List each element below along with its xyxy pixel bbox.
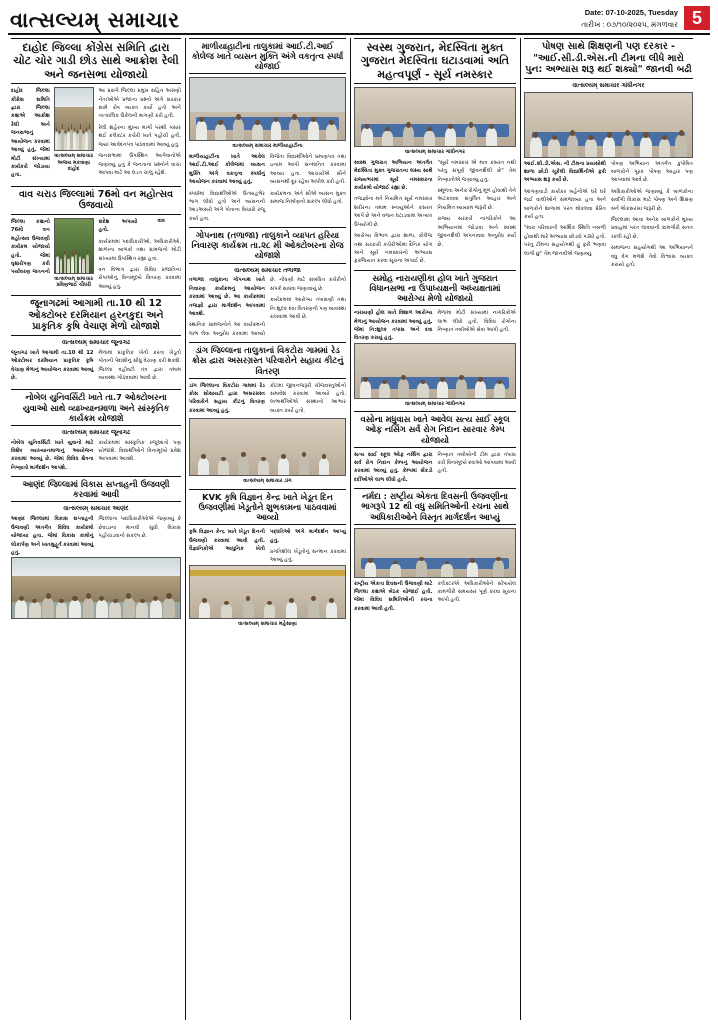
story-body (354, 309, 516, 343)
photo-caption: વાત્સલ્યમ્ સમાચાર પ્રવિણભાઈ ચૌધરી વાવ (54, 217, 165, 289)
story-swasth-gujarat-surya-namaskar (354, 38, 516, 266)
story-vaso-sai-nursing-camp (354, 411, 516, 484)
story-body (354, 580, 516, 614)
paragraph: "મારા પરિવારની આર્થિક સ્થિતિ નબળી હોવાથી મારે અભ્યાસ છોડવો પડ્યો હતો. પરંતુ ટીમના સહયોગથી હું ફરી ભણવા લાગી છું" તેમ જાનવીએ જણાવ્યું. (524, 225, 606, 257)
paragraph: જૂનાગઢ ખાતે આગામી તા.10 થી 12 ઓક્ટોબર દરમિયાન પ્રાકૃતિક કૃષિ વેચાણ મેળાનું આયોજન કરવામાં આવ્યું છે. (11, 349, 94, 381)
paragraph: માળીયાહાટીના ખાતે આવેલ આઈ.ટી.આઈ કોલેજમાં વ્યસન મુક્તિ અંગે વકતૃત્વ સ્પર્ધાનું આયોજન કરવામાં આવ્યું હતું. (189, 153, 265, 186)
photo-caption: વાત્સલ્યમ્ સમાચાર માળીયાહાટીના (232, 143, 303, 150)
photo-caption: વાત્સલ્યમ્ સમાચાર અજય મકવાણા દાહોદ (54, 153, 94, 173)
headline: આણંદ જિલ્લામાં વિકાસ સપ્તાહની ઉજવણી કરવામાં આવી (11, 476, 181, 502)
column-2 (186, 38, 349, 1020)
photo (189, 565, 346, 619)
crowd-figures (190, 591, 345, 618)
headline: દાહોદ જિલ્લા કોંગ્રેસ સમિતિ દ્વારા ચોટ ચોર ગાડી છોડ સાથે આક્રોશ રેલી અને જનસભા યોજાયો (11, 38, 181, 84)
byline: વાત્સલ્યમ્ સમાચાર જૂનાગઢ (62, 428, 130, 436)
headline: સમોહ નારાયણીકા હોલ ખાતે ગુજરાત વિધાનસભા ના ઉપાધ્યક્ષની અધ્યક્ષતામાં આરોગ્ય મેળો યોજાયો (354, 270, 516, 306)
story-body (11, 218, 181, 291)
crowd-figures (355, 552, 515, 577)
story-dahod-congress-rally (11, 38, 181, 182)
headline: ડાંગ જિલ્લાના તાલુકાનાં વિકટોરા ગામમાં રેડ ક્રોસ દ્વારા અસરગ્રસ્ત પરિવારોને સહાય કીટનું વિતરણ (189, 342, 346, 378)
story-body (354, 159, 516, 266)
story-body (189, 153, 346, 223)
paragraph: જિલ્લાના પદાધિકારીઓએ જણાવ્યું કે છેવાડાના માનવી સુધી વિકાસ પહોંચાડવાનો સંકલ્પ છે. (98, 516, 181, 540)
paragraph: જિલ્લામાં આવા અનેક બાળકોને મુખ્ય પ્રવાહમાં પરત લાવવાની કામગીરી સતત ચાલી રહી છે. (611, 217, 693, 240)
paragraph: સ્થાનિક ગ્રામજનોને આ કાર્યક્રમનો લાભ લેવા અનુરોધ કરવામાં આવ્યો છે. નોંધણી માટે સંબંધિત કચેરીનો સંપર્ક સાધવા જણાવાયું છે. (189, 277, 346, 337)
crowd-figures (190, 446, 345, 475)
paragraph: મેળામાં પ્રાકૃતિક ખેતી કરતા ખેડૂતો પોતાની પેદાશોનું સીધું વેચાણ કરી શકશે. જિલ્લા વહીવટી તંત્ર દ્વારા તમામ વ્યવસ્થા ગોઠવવામાં આવી છે. (98, 349, 181, 381)
crowd-figures (525, 123, 692, 156)
story-nobel-university-lecture (11, 389, 181, 472)
paragraph: નિષ્ણાત તબીબોની ટીમ દ્વારા તપાસ કરી વિનામૂલ્યે દવાઓ આપવામાં આવી હતી. (437, 451, 516, 475)
byline: વાત્સલ્યમ્ સમાચાર તળાજા (234, 266, 301, 274)
story-junagadh-krishi-melo (11, 295, 181, 385)
byline: વાત્સલ્યમ્ સમાચાર ગાંધીનગર (572, 81, 645, 89)
byline: વાત્સલ્યમ્ સમાચાર આણંદ (63, 505, 129, 513)
column-1 (8, 38, 184, 1020)
paragraph: નારાયણી હોલ ખાતે વિશાળ આરોગ્ય મેળાનું આયોજન કરવામાં આવ્યું હતું. જેમાં નિ:શુલ્ક તપાસ અને દવા વિતરણ કરાયું હતું. (354, 310, 433, 342)
masthead-right (581, 6, 710, 31)
headline: પોષણ સાથે શિક્ષણની પણ દરકાર - "આઈ.સી.ડી.એસ.ની ટીમના લીધે મારો પુન: અભ્યાસ શરૂ થઈ શક્યો" જાનવી બઢી (524, 38, 693, 79)
photo (524, 92, 693, 158)
paragraph: કીટમાં જીવનજરૂરી ચીજવસ્તુઓનો સમાવેશ કરવામાં આવ્યો હતો. લાભાર્થીઓએ સંસ્થાનો આભાર વ્યક્ત કર્યો હતો. (270, 382, 346, 414)
story-body (11, 515, 181, 557)
paragraph: સ્થૂળતા અનેક રોગોનું મૂળ હોવાથી તેને અટકાવવા સંતુલિત આહાર અને નિયમિત વ્યાયામ જરૂરી છે. (437, 187, 516, 211)
headline: માળીયાહાટીના તાલુકામાં આઈ.ટી.આઈ કોલેજ ખાતે વ્યસન મુક્તિ અંગે વકતૃત્વ સ્પર્ધા યોજાઈ (189, 38, 346, 74)
story-body (524, 160, 693, 270)
column-4 (521, 38, 696, 1020)
story-maliya-iti-speech-contest (189, 38, 346, 223)
photo (189, 77, 346, 141)
date-english: Date: 07-10-2025, Tuesday (584, 8, 678, 18)
headline: વસોના મધુવાસ ખાતે આવેલ સત્ય સાઈ સ્કૂલ ઓફ નર્સિંગ સર્વ રોગ નિદાન સારવાર કેમ્પ યોજાયો (354, 411, 516, 447)
paragraph: રાષ્ટ્રીય એકતા દિવસની ઉજવણી માટે જિલ્લા કક્ષાએ બેઠક યોજાઈ હતી. જેમાં વિવિધ સમિતિઓની રચના કરવામાં આવી હતી. (354, 580, 433, 612)
story-vav-van-mahotsav (11, 186, 181, 292)
paragraph: કલેક્ટરએ અધિકારીઓને સોંપાયેલ કામગીરી સમયસર પૂર્ણ કરવા સૂચના આપી હતી. (437, 580, 516, 604)
story-gopnath-talaja-program (189, 227, 346, 338)
crowd-figures (355, 370, 515, 398)
paragraph: સમાજના સહયોગથી આ અભિયાનને વધુ વેગ મળશે તેવો વિશ્વાસ વ્યક્ત કરાયો હતો. (611, 245, 693, 269)
paragraph: જનસભામાં ઉપસ્થિત આગેવાનોએ જણાવ્યું હતું કે જનતાના પ્રશ્નોને વાચા આપવા માટે આ લડત ચાલુ રહેશે. (98, 153, 181, 177)
headline: નોબેલ યુનિવર્સિટી ખાતે તા.7 ઓક્ટોબરના યુવાઓ સાથે વ્યાખ્યાનમાળા અને સાંસ્કૃતિક કાર્યક્રમ યોજાશે (11, 389, 181, 425)
photo (189, 418, 346, 476)
masthead (8, 6, 710, 35)
story-body (11, 439, 181, 473)
photo (354, 87, 516, 147)
masthead-title: વાત્સલ્યમ્ સમાચાર (10, 7, 180, 32)
paragraph: સ્વસ્થ ગુજરાત અભિયાન અંતર્ગત મેદસ્વિતા મુક્ત ગુજરાતના લક્ષ્ય સાથે રાજ્યભરમાં સૂર્ય નમસ્કારના કાર્યક્રમો યોજાઈ રહ્યા છે. (354, 159, 433, 191)
paragraph: ડાંગ જિલ્લાના વિકટોરા ગામમાં રેડ ક્રોસ સોસાયટી દ્વારા અસરગ્રસ્ત પરિવારોને સહાય કીટનું વિતરણ કરવામાં આવ્યું હતું. (189, 382, 265, 414)
byline: વાત્સલ્યમ્ સમાચાર જૂનાગઢ (62, 338, 130, 346)
story-narmada-ekta-diwas (354, 488, 516, 613)
headline: વાવ ચરાડ જિલ્લામાં 76મો વન મહોત્સવ ઉજવાયો (11, 186, 181, 215)
headline: ગોપનાથ (તળાજા) તાલુકાને વ્યાપત હરિયા નિવારણ કાર્યક્રમ તા.૨૮ મી ઓક્ટોબરના રોજ યોજાશે (189, 227, 346, 263)
paragraph: મેળામાં મોટી સંખ્યામાં નાગરિકોએ લાભ લીધો હતો. વિવિધ રોગોના નિષ્ણાત તબીબોએ સેવા આપી હતી. (437, 310, 516, 333)
paragraph: સ્પર્ધામાં વિદ્યાર્થીઓએ ઉત્સાહભેર ભાગ લીધો હતો અને વ્યસનની આડઅસરો અંગે પોતાના વિચારો રજૂ કર્યા હતા. (189, 190, 265, 222)
photo (354, 528, 516, 578)
paragraph: પ્રગતિશીલ ખેડૂતોનું સન્માન કરવામાં આવ્યું હતું. (270, 548, 346, 564)
paragraph: દાહોદ જિલ્લા કોંગ્રેસ સમિતિ દ્વારા જિલ્લા કક્ષાએ આક્રોશ રેલી અને જનસભાનું આયોજન કરવામાં આવ્યું હતું. જેમાં મોટી સંખ્યામાં કાર્યકરો જોડાયા હતા. (11, 88, 50, 179)
headline: નર્મદા : રાષ્ટ્રીય એકતા દિવસની ઉજવણીના ભાગરૂપે 12 થી વધુ સમિતિઓની રચના સાથે અધિકારીઓને વિસ્તૃત માર્ગદર્શન આપ્યું (354, 488, 516, 524)
paragraph: રાજ્ય સરકારે નાગરિકોને આ અભિયાનમાં જોડાવા અને સ્વસ્થ જીવનશૈલી અપનાવવા અનુરોધ કર્યો છે. (437, 216, 516, 248)
story-narayani-hall-health-fair (354, 270, 516, 408)
crowd-figures (55, 118, 93, 150)
story-icds-education-nutrition (524, 38, 693, 270)
paragraph: નોબેલ યુનિવર્સિટી ખાતે યુવાનો માટે વિશેષ વ્યાખ્યાનમાળાનું આયોજન કરવામાં આવ્યું છે. જેમાં વિવિધ ક્ષેત્રના નિષ્ણાતો માર્ગદર્શન આપશે. (11, 439, 94, 471)
headline: સ્વસ્થ ગુજરાત, મેદસ્વિતા મુક્ત ગુજરાત મેદસ્વિતા ઘટાડવામાં અતિ મહત્વપૂર્ણ - સૂર્ય નમસ્કાર (354, 38, 516, 84)
story-anand-vikas-saptah (11, 476, 181, 619)
photo-caption: વાત્સલ્યમ્ સમાચાર મહેસાણા (238, 620, 297, 627)
date-gujarati: તારીખ : ૦૭/૧૦/૨૦૨૫, મંગળવાર (581, 19, 678, 29)
story-kvk-farmer-day (189, 489, 346, 628)
crowd-figures (55, 245, 93, 273)
headline: KVK કૃષિ વિજ્ઞાન કેન્દ્ર ખાતે ખેડૂત દિન ઉજવણીમાં ખેડૂતોને શુભકામના પાઠવવામાં આવ્યો (189, 489, 346, 525)
paragraph: સત્ય સાઈ સ્કૂલ ઓફ નર્સિંગ દ્વારા સર્વ રોગ નિદાન કેમ્પનું આયોજન કરવામાં આવ્યું હતું. કેમ્પમાં સેંકડો દર્દીઓએ લાભ લીધો હતો. (354, 451, 433, 483)
paragraph: રેલી શહેરના મુખ્ય માર્ગો પરથી પસાર થઈ કલેક્ટર કચેરી ખાતે પહોંચી હતી, જ્યાં આવેદનપત્ર પાઠવવામાં આવ્યું હતું. (98, 124, 181, 148)
paragraph: તજજ્ઞોના મતે નિયમિત સૂર્ય નમસ્કાર શરીરના તમામ સ્નાયુઓને કસરત આપે છે અને વજન ઘટાડવામાં અત્યંત ઉપયોગી છે. (354, 196, 433, 228)
crowd-figures (12, 587, 180, 618)
story-body (11, 87, 181, 181)
paragraph: આઈ.સી.ડી.એસ. ની ટીમના પ્રયાસોથી શાળા છોડી ચૂકેલી વિદ્યાર્થિનીએ ફરી અભ્યાસ શરૂ કર્યો છે. (524, 160, 606, 184)
paragraph: આ પ્રસંગે જિલ્લા પ્રમુખ સહિત અગ્રણી નેતાઓએ પ્રજાના પ્રશ્નો અંગે સરકાર સામે રોષ વ્યક્ત કર્યો હતો અને તાત્કાલિક ઉકેલની માગણી કરી હતી. (98, 88, 181, 120)
paragraph: વિજેતા વિદ્યાર્થીઓને પ્રમાણપત્ર તથા ઇનામ આપી સન્માનિત કરવામાં આવ્યા હતા. આચાર્યએ સૌને વ્યસનથી દૂર રહેવા અપીલ કરી હતી. (270, 153, 346, 186)
page-grid (8, 38, 710, 1020)
paragraph: અધિકારીઓએ જણાવ્યું કે બાળકોના સર્વાંગી વિકાસ માટે પોષણ અને શિક્ષણ બંને એકસરખા જરૂરી છે. (611, 188, 693, 212)
paragraph: આણંદ જિલ્લામાં વિકાસ સપ્તાહની ઉજવણી અંતર્ગત વિવિધ કાર્યક્રમો યોજાયા હતા. જેમાં વિકાસ કામોનું લોકાર્પણ અને ખાતમુહૂર્ત કરવામાં આવ્યું હતું. (11, 516, 94, 556)
story-body (189, 528, 346, 565)
story-body (11, 349, 181, 386)
story-body (189, 382, 346, 419)
photo-caption: વાત્સલ્યમ્ સમાચાર ગાંધીનગર (404, 149, 466, 156)
paragraph: આંગણવાડી કાર્યકર બહેનોએ ઘરે ઘરે જઈ વાલીઓને સમજાવ્યા હતા અને બાળકોને શાળામાં પરત મોકલવા પ્રેરિત કર્યા હતા. (524, 188, 606, 221)
photo (11, 557, 181, 619)
photo (354, 343, 516, 399)
photo-caption: વાત્સલ્યમ્ સમાચાર ડાંગ (243, 478, 292, 485)
paragraph: કાર્યક્રમના અંતે સૌએ વ્યસન મુક્ત સમાજ નિર્માણનો સંકલ્પ લીધો હતો. (270, 190, 346, 205)
paragraph: કાર્યક્રમમાં પદાધિકારીઓ, અધિકારીઓ, શાળાના બાળકો તથા ગ્રામજનો મોટી સંખ્યામાં ઉપસ્થિત રહ્યા હતા. (98, 238, 181, 262)
column-3 (351, 38, 519, 1020)
paragraph: કાર્યક્રમમાં સાંસ્કૃતિક રજૂઆતો પણ યોજાશે. વિદ્યાર્થીઓને વિનામૂલ્યે પ્રવેશ આપવામાં આવશે. (98, 439, 181, 463)
paragraph: "સૂર્ય નમસ્કાર એ માત્ર કસરત નથી પરંતુ સંપૂર્ણ જીવનશૈલી છે" તેમ નિષ્ણાતોએ જણાવ્યું હતું. (437, 159, 516, 183)
paragraph: કાર્યક્રમમાં આરોગ્ય તપાસણી તથા નિ:શુલ્ક દવા વિતરણની પણ વ્યવસ્થા રાખવામાં આવી છે. (270, 297, 346, 321)
crowd-figures (190, 108, 345, 140)
date-block (581, 7, 678, 30)
paragraph: આરોગ્ય વિભાગ દ્વારા શાળા, કોલેજ તથા સરકારી કચેરીઓમાં દૈનિક યોગ અને સૂર્ય નમસ્કારનો અભ્યાસ ફરજિયાત કરવા સૂચના અપાઈ છે. (354, 233, 433, 265)
photo-caption: વાત્સલ્યમ્ સમાચાર ગાંધીનગર (404, 400, 466, 407)
headline: જૂનાગઢમાં આગામી તા.10 થી 12 ઓક્ટોબર દરમિયાન હરનકુદા અને પ્રાકૃતિક કૃષિ વેચાણ મેળો યોજાશે (11, 295, 181, 336)
page-number-badge: 5 (684, 6, 710, 30)
paragraph: જિલ્લા કક્ષાનો 76મો વન મહોત્સવ ઉજવણી કાર્યક્રમ યોજાયો હતો. જેમાં વૃક્ષારોપણ કરી પર્યાવરણ જતનનો સંદેશ અપાયો હતો. (11, 218, 138, 276)
paragraph: તળાજા તાલુકાના ગોપનાથ ખાતે નિવારણ કાર્યક્રમનું આયોજન કરવામાં આવ્યું છે. આ કાર્યક્રમમાં તજજ્ઞો દ્વારા માર્ગદર્શન આપવામાં આવશે. (189, 277, 265, 318)
paragraph: કૃષિ વિજ્ઞાન કેન્દ્ર ખાતે ખેડૂત દિનની ઉજવણી કરવામાં આવી હતી. વૈજ્ઞાનિકોએ આધુનિક ખેતી પદ્ધતિઓ અંગે માર્ગદર્શન આપ્યું હતું. (189, 529, 346, 552)
story-body (189, 276, 346, 338)
paragraph: વન વિભાગ દ્વારા વિવિધ પ્રજાતિના રોપાઓનું વિનામૂલ્યે વિતરણ કરવામાં આવ્યું હતું. (98, 266, 181, 290)
story-dang-red-cross-kits (189, 342, 346, 485)
photo (54, 87, 94, 176)
crowd-figures (355, 116, 515, 146)
story-body (354, 451, 516, 485)
paragraph: પોષણ અભિયાન અંતર્ગત કુપોષિત બાળકોને પૂરક પોષણ આહાર પણ આપવામાં આવે છે. (611, 160, 693, 184)
